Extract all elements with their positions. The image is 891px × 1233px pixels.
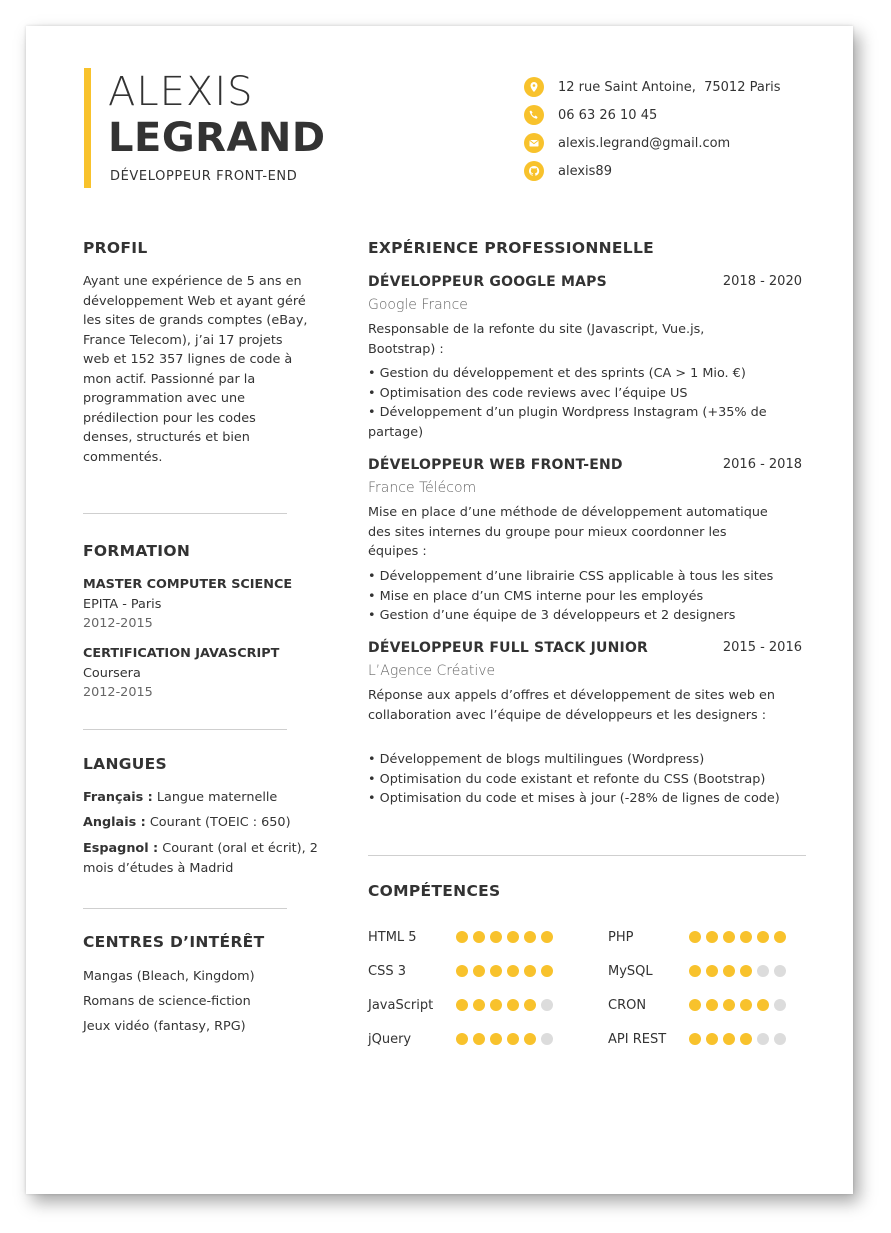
job-title: DÉVELOPPEUR FRONT-END	[110, 169, 298, 184]
rating-dot-filled	[723, 1033, 735, 1045]
skill-rating	[689, 931, 786, 943]
rating-dot-filled	[706, 1033, 718, 1045]
job-bullet: • Optimisation du code et mises à jour (-28% de lignes de code)	[368, 791, 780, 806]
skill-name: JavaScript	[368, 997, 434, 1013]
formation-school: EPITA - Paris	[83, 596, 162, 612]
rating-dot-filled	[689, 999, 701, 1011]
formation-degree: MASTER COMPUTER SCIENCE	[83, 577, 293, 592]
skill-row	[608, 1022, 786, 1056]
langue-name: Anglais :	[83, 815, 146, 830]
skill-rating	[689, 1033, 786, 1045]
rating-dot-filled	[524, 931, 536, 943]
job-dates: 2015 - 2016	[722, 640, 802, 655]
contact-email	[524, 132, 844, 154]
rating-dot-filled	[473, 999, 485, 1011]
rating-dot-filled	[689, 1033, 701, 1045]
rating-dot-filled	[490, 931, 502, 943]
rating-dot-filled	[473, 1033, 485, 1045]
langues-title: LANGUES	[83, 755, 168, 773]
job-company: Google France	[368, 297, 468, 313]
rating-dot-filled	[524, 965, 536, 977]
rating-dot-empty	[774, 1033, 786, 1045]
job-bullet: • Gestion du développement et des sprints (CA > 1 Mio. €)	[368, 366, 746, 381]
rating-dot-filled	[541, 965, 553, 977]
rating-dot-filled	[473, 965, 485, 977]
rating-dot-filled	[706, 931, 718, 943]
langue-item	[83, 813, 323, 833]
phone-icon	[524, 105, 544, 125]
rating-dot-filled	[524, 999, 536, 1011]
rating-dot-filled	[723, 999, 735, 1011]
location-pin-icon	[524, 77, 544, 97]
contact-github	[524, 160, 844, 182]
skill-row	[368, 954, 553, 988]
job-bullets	[368, 364, 808, 442]
rating-dot-filled	[524, 1033, 536, 1045]
langue-name: Espagnol :	[83, 841, 159, 856]
formation-title: FORMATION	[83, 542, 191, 560]
rating-dot-filled	[456, 999, 468, 1011]
rating-dot-filled	[456, 965, 468, 977]
accent-bar	[84, 68, 91, 188]
langue-level: Courant (oral et écrit), 2 mois d’études à Madrid	[83, 841, 318, 876]
skill-rating	[689, 965, 786, 977]
langue-level: Langue maternelle	[152, 790, 278, 805]
rating-dot-filled	[507, 999, 519, 1011]
skill-name: MySQL	[608, 963, 653, 979]
rating-dot-filled	[706, 965, 718, 977]
job-bullet: • Mise en place d’un CMS interne pour les employés	[368, 588, 704, 604]
github-icon	[524, 161, 544, 181]
formation-degree: CERTIFICATION JAVASCRIPT	[83, 646, 280, 661]
langue-name: Français :	[83, 790, 153, 805]
job-dates: 2016 - 2018	[722, 457, 802, 472]
contact-phone	[524, 104, 844, 126]
divider	[83, 729, 287, 730]
skill-row	[368, 1022, 553, 1056]
job-dates: 2018 - 2020	[722, 274, 802, 289]
interet-item: Jeux vidéo (fantasy, RPG)	[83, 1019, 246, 1034]
divider	[83, 513, 287, 514]
mail-icon	[524, 133, 544, 153]
formation-years: 2012-2015	[83, 685, 153, 700]
langue-item	[83, 839, 323, 878]
last-name: LEGRAND	[108, 115, 326, 161]
rating-dot-filled	[490, 965, 502, 977]
rating-dot-empty	[541, 999, 553, 1011]
contact-email-text: alexis.legrand@gmail.com	[558, 135, 731, 151]
interet-item: Romans de science-fiction	[83, 994, 251, 1009]
skill-rating	[456, 999, 553, 1011]
rating-dot-filled	[507, 931, 519, 943]
skill-name: API REST	[608, 1031, 667, 1047]
interets-title: CENTRES D’INTÉRÊT	[83, 933, 265, 951]
skill-name: CRON	[608, 997, 647, 1013]
job-description: Responsable de la refonte du site (Javascript, Vue.js, Bootstrap) :	[368, 322, 705, 357]
job-title: DÉVELOPPEUR FULL STACK JUNIOR	[368, 640, 649, 656]
job-bullet: • Développement de blogs multilingues (Wordpress)	[368, 752, 705, 767]
contact-address-text: 12 rue Saint Antoine, 75012 Paris	[558, 79, 781, 95]
rating-dot-filled	[740, 1033, 752, 1045]
skills-right	[608, 920, 786, 1056]
rating-dot-filled	[689, 965, 701, 977]
job-bullet: • Optimisation des code reviews avec l’équipe US	[368, 385, 688, 401]
first-name: ALEXIS	[108, 69, 254, 115]
job-bullet: • Optimisation du code existant et refonte du CSS (Bootstrap)	[368, 771, 766, 787]
skill-name: PHP	[608, 929, 634, 945]
contact-address	[524, 76, 844, 98]
formation-item	[83, 644, 323, 703]
job-description: Mise en place d’une méthode de développement automatique des sites internes du groupe pour mieux coordonner les équipes :	[368, 505, 768, 559]
rating-dot-empty	[757, 1033, 769, 1045]
job-bullet: • Développement d’un plugin Wordpress Instagram (+35% de partage)	[368, 405, 767, 440]
rating-dot-filled	[723, 931, 735, 943]
rating-dot-filled	[490, 999, 502, 1011]
divider	[368, 855, 806, 856]
interet-item: Mangas (Bleach, Kingdom)	[83, 969, 255, 984]
skill-name: jQuery	[368, 1031, 412, 1047]
profil-text: Ayant une expérience de 5 ans en développement Web et ayant géré les sites de grands comptes (eBay, France Telecom), j’ai 17 projets web et 152 357 lignes de code à mon actif. Passionné par la programmation avec une prédilection pour les codes denses, structurés et bien commentés.	[83, 274, 308, 465]
rating-dot-filled	[757, 999, 769, 1011]
job-description: Réponse aux appels d’offres et développement de sites web en collaboration avec l’équipe de développeurs et les designers :	[368, 688, 775, 723]
formation-item	[83, 575, 323, 634]
job-company: France Télécom	[368, 480, 477, 496]
rating-dot-filled	[723, 965, 735, 977]
rating-dot-filled	[507, 1033, 519, 1045]
rating-dot-filled	[456, 1033, 468, 1045]
job-bullets	[368, 750, 808, 809]
rating-dot-empty	[774, 965, 786, 977]
job-bullet: • Développement d’une librairie CSS applicable à tous les sites	[368, 569, 774, 584]
skill-rating	[456, 965, 553, 977]
job-bullets	[368, 567, 818, 626]
langue-item	[83, 788, 323, 808]
skill-row	[608, 920, 786, 954]
formation-years: 2012-2015	[83, 616, 153, 631]
rating-dot-filled	[473, 931, 485, 943]
contact-phone-text: 06 63 26 10 45	[558, 107, 658, 123]
rating-dot-empty	[757, 965, 769, 977]
competences-title: COMPÉTENCES	[368, 882, 501, 900]
rating-dot-empty	[774, 999, 786, 1011]
job-company: L’Agence Créative	[368, 663, 496, 679]
rating-dot-filled	[541, 931, 553, 943]
rating-dot-filled	[456, 931, 468, 943]
skill-rating	[689, 999, 786, 1011]
job-title: DÉVELOPPEUR GOOGLE MAPS	[368, 274, 607, 290]
skill-name: CSS 3	[368, 963, 406, 979]
rating-dot-filled	[706, 999, 718, 1011]
resume-page	[26, 26, 853, 1194]
rating-dot-empty	[541, 1033, 553, 1045]
langue-level: Courant (TOEIC : 650)	[145, 815, 291, 830]
experience-title: EXPÉRIENCE PROFESSIONNELLE	[368, 239, 655, 257]
rating-dot-filled	[507, 965, 519, 977]
profil-title: PROFIL	[83, 239, 148, 257]
skill-rating	[456, 931, 553, 943]
skill-row	[608, 954, 786, 988]
skill-row	[608, 988, 786, 1022]
job-title: DÉVELOPPEUR WEB FRONT-END	[368, 457, 623, 473]
job-bullet: • Gestion d’une équipe de 3 développeurs et 2 designers	[368, 608, 736, 623]
contact-github-text: alexis89	[558, 163, 612, 179]
skills-left	[368, 920, 553, 1056]
rating-dot-filled	[740, 931, 752, 943]
skill-rating	[456, 1033, 553, 1045]
rating-dot-filled	[689, 931, 701, 943]
divider	[83, 908, 287, 909]
formation-school: Coursera	[83, 665, 141, 681]
skill-name: HTML 5	[368, 929, 417, 945]
rating-dot-filled	[490, 1033, 502, 1045]
skill-row	[368, 988, 553, 1022]
rating-dot-filled	[757, 931, 769, 943]
rating-dot-filled	[774, 931, 786, 943]
skill-row	[368, 920, 553, 954]
rating-dot-filled	[740, 965, 752, 977]
rating-dot-filled	[740, 999, 752, 1011]
